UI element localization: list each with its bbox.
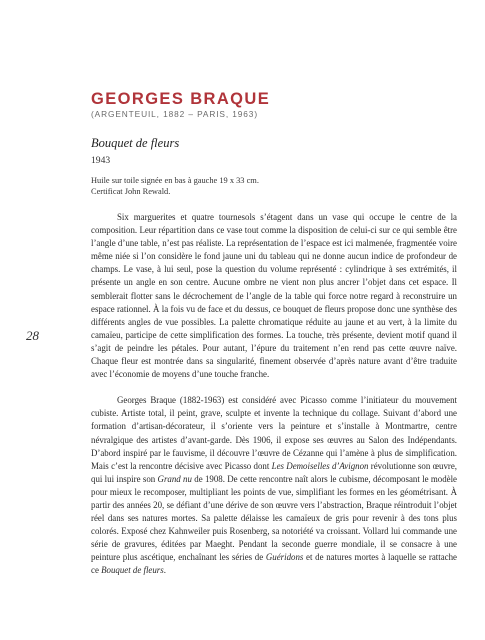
paragraph-2-text: .	[163, 565, 166, 576]
artwork-certificate: Certificat John Rewald.	[91, 186, 171, 196]
artwork-reference: Bouquet de fleurs	[101, 565, 164, 576]
artwork-medium: Huile sur toile signée en bas à gauche 19 x 33 cm.	[91, 176, 259, 185]
paragraph-2-text: de 1908. De cette rencontre naît alors le cubisme, décomposant le modèle pour mieux le recomposer, multipliant les points de vue, simplifiant les formes en les géométrisant. À partir des années 20, se défiant d’une dérive de son œuvre vers l’abstraction, Braque réintroduit l’objet réel dans ses natures mortes. Sa palette délaisse les camaïeux de gris pour revenir à des tons plus colorés. Exposé chez Kahnweiler puis Rosenberg, sa notoriété va croissant. Vollard lui commande une série de gravures, éditées par Maeght. Pendant la seconde guerre mondiale, il se consacre à une peinture plus ascétique, enchaînant les séries de	[91, 473, 457, 563]
artist-name: GEORGES BRAQUE	[91, 90, 271, 108]
description-paragraph-1: Six marguerites et quatre tournesols s’étagent dans un vase qui occupe le centre de la composition. Leur répartition dans ce vase tout comme la disposition de celui-ci sur ce qui semble être l’angle d’une table, n’est pas réaliste. La représentation de l’espace est ici malmenée, fragmentée voire même niée si l’on considère le fond jaune uni du tableau qui ne donne aucun indice de profondeur de champs. Le vase, à lui seul, pose la question du volume représenté : cylindrique à ses extrémités, il présente un angle en son centre. Aucune ombre ne vient non plus ancrer l’objet dans cet espace. Il semblerait flotter sans le décrochement de l’angle de la table qui force notre regard à reconstruire un espace rationnel. À la fois vu de face et du dessus, ce bouquet de fleurs propose donc une synthèse des différents angles de vue possibles. La palette chromatique réduite au jaune et au vert, à la limite du camaïeu, participe de cette simplification des formes. La touche, très présente, devient motif quand il s’agit de peindre les pétales. Pour autant, l’épure du traitement n’en rend pas cette œuvre naïve. Chaque fleur est montrée dans sa singularité, finement observée d’après nature avant d’être traduite avec l’économie de moyens d’une touche franche.	[91, 212, 457, 380]
paragraph-2-text: et de natures mortes à laquelle se rattache ce	[91, 552, 457, 576]
artwork-reference: Grand nu	[157, 473, 192, 484]
lot-entry	[91, 90, 457, 578]
description-paragraph-2	[91, 394, 457, 577]
artwork-description	[91, 211, 457, 578]
paragraph-2-text: révolutionne son œuvre, qui lui inspire son	[91, 460, 457, 484]
artwork-title: Bouquet de fleurs	[91, 136, 180, 150]
artwork-details	[91, 176, 457, 197]
artwork-reference: Guéridons	[265, 552, 304, 563]
page-number: 28	[26, 328, 39, 343]
artwork-reference: Les Demoiselles d’Avignon	[271, 460, 369, 471]
artwork-year: 1943	[91, 155, 111, 166]
artist-dates: (ARGENTEUIL, 1882 – PARIS, 1963)	[91, 109, 258, 119]
paragraph-2-text: Georges Braque (1882-1963) est considéré avec Picasso comme l’initiateur du mouvement cubiste. Artiste total, il peint, grave, sculpte et invente la technique du collage. Suivant d’abord une formation d’artisan-décorateur, il s’oriente vers la peinture et s’installe à Montmartre, centre névralgique des artistes d’avant-garde. Dès 1906, il expose ses œuvres au Salon des Indépendants. D’abord inspiré par le fauvisme, il découvre l’œuvre de Cézanne qui l’amène à plus de simplification. Mais c’est la rencontre décisive avec Picasso dont	[91, 395, 457, 471]
